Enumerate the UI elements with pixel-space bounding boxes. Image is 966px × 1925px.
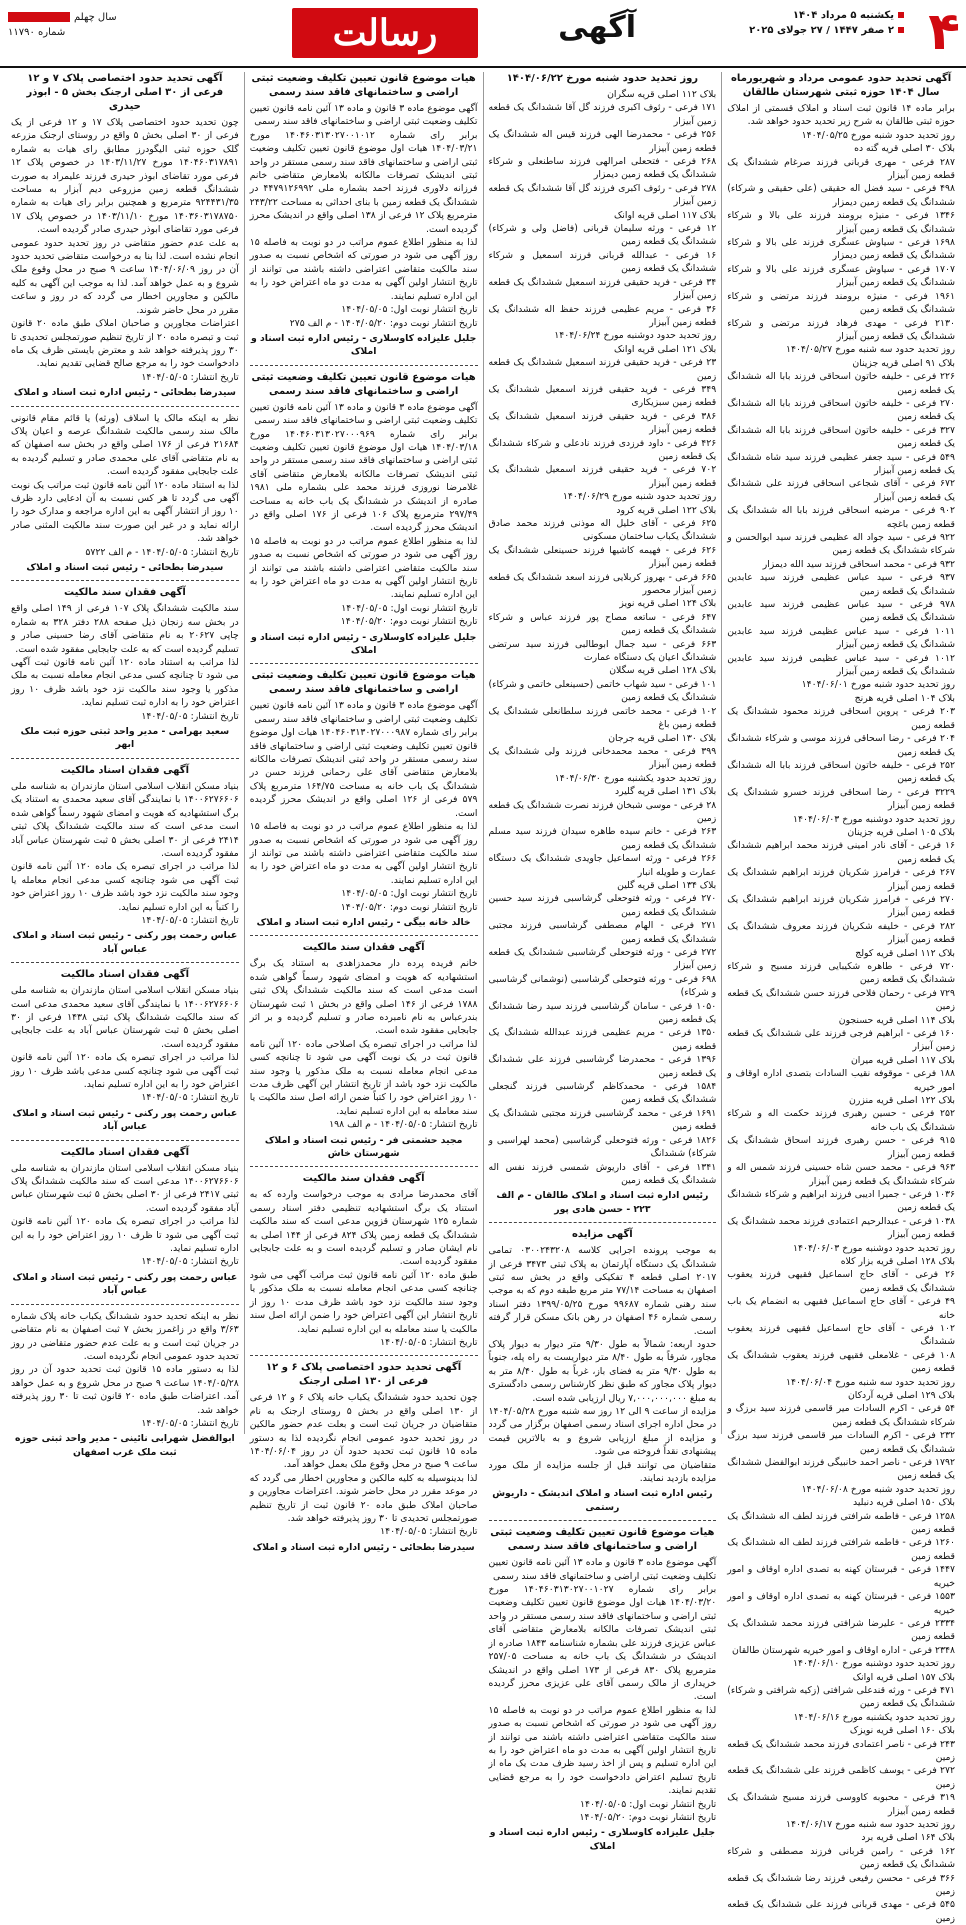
notice-line: تاریخ انتشار نوبت اول: ۱۴۰۴/۰۵/۰۵ bbox=[341, 888, 478, 900]
bullet-icon bbox=[898, 12, 904, 18]
notice-line: ۱۴۴۷ فرعی - قبرستان کهنه به تصدی اداره اوقاف و امور خیریه bbox=[727, 1564, 955, 1589]
notice-line: روز تحدید حدود سه شنبه مورخ ۱۴۰۴/۰۶/۱۷ bbox=[785, 1819, 955, 1830]
notice-line: بلاک ۱۰۴ اصلی قریه هرنج bbox=[854, 692, 955, 704]
notice-line: بلاک ۳۰ اصلی قریه گته ده bbox=[854, 143, 955, 155]
notice-line: اعتراضات مجاورین و صاحبان املاک طبق ماده ۲۰ قانون ثبت و تبصره ماده ۲۰ از تاریخ تنظیم صورتمجلس تحدیدی تا ۳۰ روز پذیرفته خواهد شد و معترض بایستی ظرف یک ماه دادخواست خود را به مرجع صالح قضایی تقدیم نماید. bbox=[11, 318, 239, 370]
notice-line: لذا مراتب در اجرای تبصره یک اصلاحی ماده ۱۲۰ آئین نامه قانون ثبت در یک نوبت آگهی می شود تا چنانچه کسی مدعی انجام معامله نسبت به ملک مذکور یا وجود سند مالکیت نزد خود باشد از تاریخ انتشار این آگهی ظرف مدت ۱۰ روز اعتراض خود را کتباً ضمن ارائه اصل سند مالکیت یا سند معامله به این اداره تسلیم نماید. bbox=[249, 1038, 478, 1117]
notice-line: ۵۴۵ فرعی - مهدی قربانی فرزند علی ششدانگ یک قطعه زمین bbox=[727, 1899, 955, 1924]
legal-notice bbox=[11, 586, 239, 751]
notice-line: بلاک ۱۳۴ اصلی قریه گلین bbox=[617, 879, 717, 891]
notice-line: ۴۲۶ فرعی - داود فرزدی فرزند نادعلی و شرکاء ششدانگ یک قطعه زمین bbox=[488, 437, 717, 462]
notice-signature: جلیل علیزاده کاوسلاری - رئیس اداره ثبت اسناد و املاک bbox=[489, 1827, 716, 1852]
notice-line: ۲۵۲ فرعی - حسین رهبری فرزند حکمت اله و شرکاء ششدانگ یک باب خانه bbox=[727, 1108, 955, 1133]
notice-signature: سعید بهرامی - مدیر واحد ثبتی حوزه ثبت ملک ابهر bbox=[20, 726, 230, 751]
notice-line: لذا مراتب در اجرای تبصره یک ماده ۱۲۰ آئین نامه قانون ثبت آگهی می شود چنانچه کسی مدعی انجام معامله یا وجود سند مالکیت نزد خود باشد ظرف ۱۰ روز اعتراض خود را کتباً به این اداره تسلیم نماید. bbox=[11, 861, 239, 913]
notice-line: ۲۱۳۰ فرعی - مهدی فرهاد فرزند مرتضی و شرکاء ششدانگ یک قطعه زمین آبیزار bbox=[727, 317, 955, 342]
notice-line: ۷۰۲ فرعی - فرید حقیقی فرزند اسمعیل ششدانگ یک قطعه زمین آبیزار bbox=[488, 464, 717, 489]
legal-notice bbox=[489, 1526, 717, 1853]
notice-line: ۱۰۱ فرعی - سید شهاب خاتمی (حسینعلی خاتمی و شرکاء) ششدانگ یک قطعه زمین bbox=[488, 678, 717, 704]
notice-line: ۶۶۳ فرعی - سید جمال ابوطالبی فرزند سید سرتضی ششدانگ اعیان یک دستگاه عمارت bbox=[488, 638, 717, 664]
notice-title: هیات موضوع قانون تعیین تکلیف وضعیت ثبتی اراضی و ساختمانهای فاقد سند رسمی bbox=[490, 1527, 715, 1553]
notice-line: تاریخ انتشار: ۱۴۰۴/۰۵/۰۵ - م الف ۱۹۸ bbox=[329, 1119, 478, 1131]
notice-line: ۲۰۳ فرعی - پروین اسحاقی فرزند محمود ششدانگ یک قطعه زمین bbox=[727, 706, 955, 731]
notice-line: لذا به دستور ماده ۱۵ قانون ثبت تحدید حدود آن در روز ۱۴۰۴/۰۵/۲۸ ساعت ۹ صبح در محل شروع و به عمل خواهد آمد. اعتراضات طبق ماده ۲۰ قانون ثبت تا ۳۰ روز پذیرفته خواهد شد. bbox=[11, 1364, 239, 1416]
notice-line: بلاک ۱۱۷ اصلی قریه اوانک bbox=[613, 209, 717, 221]
notice-line: لذا بدینوسیله به کلیه مالکین و مجاورین اخطار می گردد که در موعد مقرر در محل حاضر شوند. اعتراضات مجاورین و صاحبان املاک طبق ماده ۲۰ قانون ثبت از تاریخ تنظیم صورتمجلس تحدیدی تا ۳۰ روز پذیرفته خواهد شد. bbox=[249, 1472, 478, 1524]
notice-line: ۷۲۰ فرعی - طاهره شکیبایی فرزند مسیح و شرکاء ششدانگ یک قطعه زمین bbox=[727, 961, 955, 986]
notice-line: ۶۹۸ فرعی - ورثه فتوحعلی گرشاسبی (نوشمانی گرشاسبی و شرکاء) bbox=[488, 973, 717, 999]
notice-line: ۱۶۲ فرعی - رامین قربانی فرزند مصطفی و شرکاء ششدانگ یک قطعه زمین bbox=[727, 1845, 955, 1871]
notice-title: آگهی تحدید حدود اختصاصی پلاک ۷ و ۱۲ فرعی از ۳۰ اصلی ارجنک بخش ۵ - ابوذر حیدری bbox=[26, 73, 224, 112]
notice-line: ۱۹۶۱ فرعی - منیژه برومند فرزند مرتضی و شرکاء ششدانگ یک قطعه زمین bbox=[727, 290, 955, 316]
notice-line: به موجب پرونده اجرایی کلاسه ۰۳۰۰۲۴۳۲۰۸ تمامی ششدانگ یک دستگاه آپارتمان به پلاک ثبتی ۳۴۷۳ فرعی از ۲۰۱۷ اصلی قطعه ۴ تفکیکی واقع در بخش سه ثبتی اصفهان به مساحت ۷۷/۱۴ متر مربع طبقه دوم که به موجب سند رهنی شماره ۹۹۶۸۷ مورخ ۱۳۹۹/۰۵/۲۵ دفتر اسناد رسمی شماره ۴۶ اصفهان در رهن بانک مسکن قرار گرفته است. bbox=[488, 1245, 717, 1337]
notice-line: ۱۷۹۲ فرعی - ناصر احمد خانبیگی فرزند ابوالفضل ششدانگ یک قطعه زمین bbox=[727, 1457, 955, 1482]
notice-line: مزایده از ساعت ۹ الی ۱۲ روز سه شنبه مورخ ۱۴۰۴/۰۵/۲۸ در محل اداره اجرای اسناد رسمی اصفهان برگزار می گردد و مزایده از مبلغ ارزیابی شروع و به بالاترین قیمت پیشنهادی نقداً فروخته می شود. bbox=[488, 1406, 717, 1458]
notice-signature: جلیل علیزاده کاوسلاری - رئیس اداره ثبت اسناد و املاک bbox=[250, 631, 477, 657]
legal-notice bbox=[11, 1310, 239, 1459]
notice-line: بنیاد مسکن انقلاب اسلامی استان مازندران به شناسه ملی ۱۴۰۰۶۲۷۶۶۰۶ مدعی است که سند مالکیت ششدانگ پلاک ثبتی ۲۴۱۷ فرعی از ۳۰ اصلی بخش ۵ ثبت شهرستان عباس آباد مفقود گردیده است. bbox=[11, 1162, 239, 1214]
notice-line: بلاک ۱۲۹ اصلی قریه آردکان bbox=[847, 1390, 955, 1401]
notice-line: به علت عدم حضور متقاضی در روز تحدید حدود عمومی انجام نشده است. لذا بنا به درخواست متقاضی تحدید حدود آن در روز ۱۴۰۴/۰۶/۰۹ ساعت ۹ صبح در محل وقوع ملک شروع و به عمل خواهد آمد. لذا به موجب این آگهی به کلیه مالکین و مجاورین اخطار می گردد که در روز و ساعت مقرر در محل حاضر شوند. bbox=[11, 237, 239, 316]
notice-line: ۱۳۴۶ فرعی - منیژه برومند فرزند علی بالا و شرکاء ششدانگ یک قطعه زمین آبیزار bbox=[727, 210, 955, 235]
notice-line: ۲۷۲ فرعی - ورثه فتوحعلی گرشاسبی ششدانگ یک قطعه زمین آبیزار bbox=[488, 947, 717, 972]
notice-line: ۱۳۵۰ فرعی - مریم عظیمی فرزند عبدالله ششدانگ یک قطعه زمین bbox=[488, 1027, 717, 1052]
ad-column bbox=[6, 72, 244, 1458]
notice-line: متقاضیان می توانند قبل از جلسه مزایده از ملک مورد مزایده بازدید نمایند. bbox=[488, 1459, 717, 1485]
notice-line: ۲۶ فرعی - آقای حاج اسماعیل فقیهی فرزند یعقوب ششدانگ یک قطعه زمین bbox=[727, 1269, 955, 1294]
notice-title: روز تحدید حدود شنبه مورخ ۱۴۰۴/۰۶/۲۲ bbox=[506, 73, 699, 84]
notice-line: بنیاد مسکن انقلاب اسلامی استان مازندران به شناسه ملی ۱۴۰۰۶۲۷۶۶۰۶ با نمایندگی آقای سعید محمدی مدعی است که سند مالکیت ششدانگ پلاک ثبتی ۱۴۳۸ فرعی از ۳۰ اصلی بخش ۵ ثبت شهرستان عباس آباد به علت جابجایی مفقود گردیده است. bbox=[11, 985, 239, 1050]
notice-line: ۱۰۲ فرعی - محمد خاتمی فرزند سلطانعلی ششدانگ یک قطعه زمین باغ bbox=[488, 705, 717, 731]
notice-line: تاریخ انتشار نوبت دوم: ۱۴۰۴/۰۵/۲۰ - م الف ۲۷۵ bbox=[289, 317, 478, 329]
notice-line: ۱۶۰ فرعی - ابراهیم فرجی فرزند علی ششدانگ یک قطعه زمین آبیزار bbox=[727, 1028, 955, 1053]
notice-line: ۲۳۴۸ فرعی - اداره اوقاف و امور خیریه شهرستان طالقان bbox=[732, 1644, 955, 1656]
ad-separator bbox=[11, 1140, 239, 1141]
notice-title: آگهی فقدان سند مالکیت bbox=[302, 942, 425, 954]
notice-line: ۳۶ فرعی - مریم عظیمی فرزند حفظ اله ششدانگ یک قطعه زمین آبیزار bbox=[488, 303, 717, 328]
notice-line: بلاک ۱۲۴ اصلی قریه نویز bbox=[619, 598, 717, 610]
notice-line: ۵۴ فرعی - اکرم السادات میر قاسمی فرزند سید برزگ و شرکاء ششدانگ یک قطعه زمین bbox=[727, 1403, 955, 1428]
notice-line: سند مالکیت ششدانگ پلاک ۱۰۷ فرعی از ۱۴۹ اصلی واقع در بخش سه زنجان ذیل صفحه ۲۸۸ دفتر ۳۲۸ به شماره چاپی ۲۰۶۲۷ به نام متقاضی آقای رضا حسینی صادر و تسلیم گردیده است که به علت جابجایی مفقود شده است. bbox=[11, 603, 239, 655]
notice-line: ۱۵۵۳ فرعی - قبرستان کهنه به تصدی اداره اوقاف و امور خیریه bbox=[727, 1591, 955, 1616]
notice-line: ۹۷۸ فرعی - سید عباس عظیمی فرزند سید عابدین ششدانگ یک قطعه زمین bbox=[727, 599, 955, 624]
notice-line: ۱۶۹۸ فرعی - سیاوش عسگری فرزند علی بالا و شرکاء ششدانگ یک قطعه زمین دیمزار bbox=[727, 237, 955, 262]
issue-info bbox=[8, 10, 117, 40]
newspaper-logo: رسالت bbox=[292, 8, 478, 58]
notice-line: روز تحدید حدود سه شنبه مورخ ۱۴۰۴/۰۶/۰۴ bbox=[785, 1376, 955, 1388]
notice-line: ۴۹ فرعی - آقای حاج اسماعیل فقیهی به انضمام یک باب خانه bbox=[727, 1296, 955, 1321]
notice-line: بلاک ۱۵۷ اصلی قریه اوانک bbox=[852, 1671, 955, 1683]
notice-line: روز تحدید حدود دوشنبه مورخ ۱۴۰۴/۰۶/۰۳ bbox=[793, 1242, 955, 1254]
notice-line: ۲۸ فرعی - موسی شبخان فرزند نصرت ششدانگ یک قطعه زمین bbox=[488, 799, 717, 824]
notice-signature: رئیس اداره ثبت اسناد و املاک اندیشک - داریوش رستمی bbox=[492, 1488, 713, 1513]
notice-line: روز تحدید حدود دوشنبه مورخ ۱۴۰۴/۰۶/۲۴ bbox=[554, 330, 717, 342]
notice-line: ۹۰۲ فرعی - مرضیه اسحاقی فرزند بابا اله ششدانگ یک قطعه زمین باغچه bbox=[727, 505, 955, 530]
notice-line: ۳۸۶ فرعی - فرید حقیقی فرزند اسمعیل ششدانگ یک قطعه زمین آبیزار bbox=[488, 410, 717, 436]
notice-title: آگهی فقدان اسناد مالکیت bbox=[60, 1146, 190, 1158]
notice-line: ۶۴۷ فرعی - ساتعه مصاح پور فرزند عباس و شرکاء ششدانگ یک قطعه زمین bbox=[488, 611, 717, 637]
notice-line: ۱۶ فرعی - عبدالله قربانی فرزند اسمعیل و شرکاء ششدانگ یک قطعه زمین bbox=[488, 249, 717, 275]
notice-title: آگهی تحدید حدود اختصاصی پلاک ۶ و ۱۲ فرعی از ۱۳۰ اصلی ارجنک bbox=[266, 1362, 462, 1388]
notice-line: برابر رای شماره ۱۴۰۴۶۰۳۱۳۰۲۷۰۰۱۰۲۷ مورخ ۱۴۰۴/۰۳/۲۰ هیات اول موضوع قانون تعیین تکلیف وضعیت ثبتی اراضی و ساختمانهای فاقد سند رسمی مستقر در واحد ثبتی اندیشک تصرفات مالکانه بلامعارض متقاضی آقای عباس عزیزی فرزند علی بشماره شناسنامه ۱۸۴۳ صادره از اندیشک در ششدانگ یک باب خانه به مساحت ۲۵۷/۰۵ مترمربع پلاک ۸۳۰ فرعی از ۱۷۳ اصلی واقع در اندیشک خریداری از مالک رسمی آقای علی عزیزی محرز گردیده است. bbox=[488, 1584, 717, 1703]
notice-line: روز تحدید حدود سه شنبه مورخ ۱۴۰۴/۰۵/۲۷ bbox=[785, 344, 955, 356]
notice-line: تاریخ انتشار: ۱۴۰۴/۰۵/۰۵ bbox=[141, 1417, 239, 1429]
notice-line: ۶۶۵ فرعی - بهروز کربلایی فرزند اسعد ششدانگ یک قطعه زمین آبیزار محصور bbox=[488, 571, 717, 597]
masthead bbox=[0, 0, 966, 68]
notice-line: برابر رای شماره ۱۴۰۴۶۰۳۱۳۰۲۷۰۰۱۰۱۲ مورخ ۱۴۰۴/۰۳/۲۱ هیات اول موضوع قانون تعیین تکلیف وضعیت ثبتی اراضی و ساختمانهای فاقد سند رسمی مستقر در واحد ثبتی اندیشک تصرفات مالکانه بلامعارض متقاضی خانم فرزانه دلاوری فرزند احمد بشماره ملی ۴۴۷۹۱۲۶۹۹۲ در ششدانگ یک قطعه زمین با بنای احداثی به مساحت ۲۴۳/۲۲ مترمربع پلاک ۱۲ فرعی از ۱۳۸ اصلی واقع در اندیشک محرز گردیده است. bbox=[249, 129, 478, 235]
notice-line: ۲۵۲ فرعی - خلیفه خاتون اسحاقی فرزند بابا اله ششدانگ یک قطعه زمین bbox=[727, 759, 955, 785]
notice-line: لذا مراتب در اجرای تبصره یک ماده ۱۲۰ آئین نامه قانون ثبت آگهی می شود تا ظرف ۱۰ روز اعتراض خود را به این اداره تسلیم نماید. bbox=[11, 1216, 239, 1255]
notice-line: طبق ماده ۱۲۰ آئین نامه قانون ثبت مراتب آگهی می شود چنانچه کسی مدعی انجام معامله نسبت به ملک مذکور یا وجود سند مالکیت نزد خود باشد ظرف مدت ۱۰ روز از تاریخ انتشار این آگهی اعتراض خود را ضمن ارائه اصل سند مالکیت یا سند معامله به این اداره تسلیم نماید. bbox=[249, 1269, 478, 1335]
notice-line: ۱۵۸۴ فرعی - محمدکاظم گرشاسبی فرزند گنجعلی ششدانگ یک قطعه زمین bbox=[488, 1081, 717, 1106]
notice-line: تاریخ انتشار نوبت اول: ۱۴۰۴/۰۵/۰۵ bbox=[580, 1798, 717, 1810]
ad-separator bbox=[11, 1304, 239, 1305]
notice-line: ۹۳۲ فرعی - محمد اسحاقی فرزند سید الله دیمزار bbox=[762, 558, 955, 570]
notice-line: ۳۲۷ فرعی - خلیفه خاتون اسحاقی فرزند بابا اله ششدانگ یک قطعه زمین bbox=[727, 424, 955, 450]
ad-separator bbox=[11, 962, 239, 963]
notice-line: ۹۲۲ فرعی - سید جواد اله عظیمی فرزند سید ابوالحسن و شرکاء ششدانگ یک قطعه زمین bbox=[727, 532, 955, 557]
notice-line: برابر ماده ۱۴ قانون ثبت اسناد و املاک قسمتی از املاک حوزه ثبتی طالقان به شرح زیر تحدید حدود خواهد شد. bbox=[727, 103, 955, 128]
notice-line: ۲۳۲ فرعی - اکرم السادات میر قاسمی فرزند سید برزگ ششدانگ یک قطعه زمین bbox=[727, 1430, 955, 1455]
ad-separator bbox=[11, 758, 239, 759]
ad-separator bbox=[489, 1222, 717, 1223]
notice-line: چون تحدید حدود ششدانگ یکباب خانه پلاک ۶ و ۱۲ فرعی از ۱۳۰ اصلی واقع در بخش ۵ روستای ارجنک به نام متقاضیان در جریان ثبت است و بعلت عدم حضور مالکین در روز تحدید حدود عمومی انجام نگردیده لذا به دستور ماده ۱۵ قانون ثبت تحدید حدود آن در روز ۱۴۰۴/۰۶/۰۴ ساعت ۹ صبح در محل وقوع ملک بعمل خواهد آمد. bbox=[249, 1392, 478, 1471]
notice-line: ۳۹۹ فرعی - محمد محمدخانی فرزند ولی ششدانگ یک قطعه زمین آبیزار bbox=[488, 745, 717, 771]
notice-line: ۲۷۰ فرعی - فرامرز شکریان فرزند ابراهیم ششدانگ یک قطعه زمین آبیزار bbox=[727, 893, 955, 919]
notice-line: ۲۷۰ فرعی - ورثه فتوحعلی گرشاسبی فرزند سید حسین ششدانگ یک قطعه زمین bbox=[488, 893, 717, 918]
notice-signature: سیدرضا بطحائی - رئیس اداره ثبت اسناد و املاک bbox=[252, 1541, 475, 1553]
notice-line: ۴۷۱ فرعی - ورثه قندعلی شرافتی (زکیه شرافتی و شرکاء) ششدانگ یک قطعه زمین bbox=[727, 1684, 955, 1710]
notice-line: نظر به اینکه تحدید حدود ششدانگ یکباب خانه پلاک شماره ۳/۶۳ واقع در زاغمرز بخش ۷ ثبت اصفهان به نام متقاضی در جریان ثبت است و به علت عدم حضور متقاضی در روز تحدید حدود عمومی انجام نگردیده است. bbox=[11, 1310, 239, 1362]
notice-line: تاریخ انتشار: ۱۴۰۴/۰۵/۰۵ bbox=[141, 371, 239, 383]
notice-line: نظر به اینکه مالک یا اسلاف (ورثه) یا قائم مقام قانونی مالک سند رسمی مالکیت ششدانگ عرصه و اعیان پلاک ۲۱۶۸۴ فرعی از ۱۷۶ اصلی واقع در بخش سه اصفهان که به نام متقاضی آقای علی محمدی صادر و تسلیم گردیده به علت جابجایی مفقود گردیده است. bbox=[11, 412, 239, 478]
notice-line: ۲۷۱ فرعی - الهام مصطفی گرشاسبی فرزند مجتبی ششدانگ یک قطعه زمین bbox=[488, 920, 717, 945]
legal-notice bbox=[11, 72, 239, 400]
date-block bbox=[749, 8, 904, 38]
notice-line: آگهی موضوع ماده ۳ قانون و ماده ۱۳ آئین نامه قانون تعیین تکلیف وضعیت ثبتی اراضی و ساختمانهای فاقد سند رسمی bbox=[249, 700, 478, 725]
notice-line: ۱۰۵۰ فرعی - سامان گرشاسبی فرزند سید رضا ششدانگ یک قطعه زمین bbox=[488, 1000, 717, 1026]
notice-line: بلاک ۱۱۲ اصلی قریه سگران bbox=[607, 89, 717, 100]
legal-notice bbox=[11, 968, 239, 1133]
legal-notice bbox=[250, 1361, 478, 1554]
notice-signature: رئیس اداره ثبت اسناد و املاک طالقان - م الف ۲۲۳ - حسن هادی پور bbox=[496, 1190, 709, 1215]
notice-line: خانم فریده پرده دار محمدزاهدی به استناد یک برگ استشهادیه که هویت و امضای شهود رسماً گواهی شده است مدعی است که سند مالکیت ششدانگ پلاک ثبتی ۱۷۸۸ فرعی از ۱۴۶ اصلی واقع در بخش ۱ ثبت شهرستان بندرعباس به نام نامبرده صادر و تسلیم گردیده و بر اثر جابجایی مفقود شده است. bbox=[249, 958, 478, 1037]
notice-line: روز تحدید حدود شنبه مورخ ۱۴۰۴/۰۶/۰۸ bbox=[801, 1483, 955, 1495]
notice-line: ۲۶۳ فرعی - خانم سیده طاهره سیدان فرزند سید مسلم ششدانگ یک قطعه زمین bbox=[488, 826, 717, 851]
notice-line: بلاک ۹۱ اصلی قریه جزینان bbox=[852, 357, 955, 369]
notice-title: آگهی تحدید حدود عمومی مرداد و شهریورماه سال ۱۴۰۴ حوزه ثبتی شهرستان طالقان bbox=[731, 73, 952, 98]
notice-line: تاریخ انتشار: ۱۴۰۴/۰۵/۰۵ bbox=[141, 710, 239, 722]
notice-line: بلاک ۱۳۱ اصلی قریه گلیرد bbox=[614, 786, 717, 798]
notice-line: ۱۸۸ فرعی - موقوفه نقیب السادات بتصدی اداره اوقاف و امور خیریه bbox=[727, 1068, 955, 1093]
legal-notice bbox=[250, 941, 478, 1160]
notice-line: تاریخ انتشار نوبت اول: ۱۴۰۴/۰۵/۰۵ bbox=[341, 304, 478, 316]
legal-notice bbox=[489, 1228, 717, 1514]
legal-notice bbox=[489, 72, 717, 1216]
notice-signature: عباس رحمت پور رکنی - رئیس ثبت اسناد و املاک عباس آباد bbox=[12, 1107, 238, 1133]
notice-line: برابر رای شماره ۱۴۰۴۶۰۳۱۳۰۲۷۰۰۰۹۶۹ مورخ ۱۴۰۴/۰۳/۱۸ هیات اول موضوع قانون تعیین تکلیف وضعیت ثبتی اراضی و ساختمانهای فاقد سند رسمی مستقر در واحد ثبتی اندیشک تصرفات مالکانه بلامعارض متقاضی آقای غلامرضا نوروزی فرزند محمد علی بشماره ملی ۱۹۸۱ صادره از اندیشک در ششدانگ یک باب خانه به مساحت ۲۹۷/۴۹ مترمربع پلاک ۱۰۶ فرعی از ۱۷۶ اصلی واقع در اندیشک محرز گردیده است. bbox=[249, 428, 478, 534]
ad-separator bbox=[250, 365, 478, 366]
notice-line: ۲۲۶ فرعی - خلیفه خاتون اسحاقی فرزند بابا اله ششدانگ یک قطعه زمین bbox=[727, 371, 955, 396]
notice-line: ۲۸۷ فرعی - مهری قربانی فرزند صرغام ششدانگ یک قطعه زمین آبیزار bbox=[727, 156, 955, 182]
notice-line: لذا مراتب به استناد ماده ۱۲۰ آئین نامه قانون ثبت آگهی می شود تا چنانچه کسی مدعی انجام معامله نسبت به ملک مذکور یا وجود سند مالکیت نزد خود باشد ظرف ۱۰ روز اعتراض خود را به اداره ثبت تسلیم نماید. bbox=[11, 657, 239, 709]
notice-title: هیات موضوع قانون تعیین تکلیف وضعیت ثبتی اراضی و ساختمانهای فاقد سند رسمی bbox=[251, 670, 476, 696]
notice-signature: جلیل علیزاده کاوسلاری - رئیس اداره ثبت اسناد و املاک bbox=[250, 332, 477, 358]
ad-separator bbox=[250, 1166, 478, 1167]
notice-line: ۳۴ فرعی - فرید حقیقی فرزند اسمعیل ششدانگ یک قطعه زمین آبیزار bbox=[488, 276, 717, 302]
date-line-2: ۲ صفر ۱۴۴۷ / ۲۷ جولای ۲۰۲۵ bbox=[749, 25, 894, 36]
notice-line: روز تحدید حدود دوشنبه مورخ ۱۴۰۴/۰۶/۰۳ bbox=[793, 813, 955, 825]
bullet-icon bbox=[898, 27, 904, 33]
notice-line: بلاک ۱۲۲ اصلی قریه کرود bbox=[616, 504, 717, 516]
notice-line: ۱۲۵۸ فرعی - فاطمه شرافتی فرزند لطف اله ششدانگ یک قطعه زمین bbox=[727, 1510, 955, 1536]
notice-line: ۱۸۲۶ فرعی - ورثه فتوحعلی گرشاسبی (محمد لهراسبی و شرکاء) ششدانگ bbox=[488, 1134, 717, 1160]
notice-title: آگهی فقدان اسناد مالکیت bbox=[60, 969, 190, 981]
notice-signature: عباس رحمت پور رکنی - رئیس ثبت اسناد و املاک عباس آباد bbox=[12, 930, 238, 955]
notice-line: روز تحدید حدود شنبه مورخ ۱۴۰۴/۰۶/۲۹ bbox=[562, 491, 717, 503]
notice-line: چون تحدید حدود اختصاصی پلاک ۱۷ و ۱۲ فرعی از یک فرعی از ۳۰ اصلی بخش ۵ واقع در روستای ارجنک مزرعه گلک حوزه ثبتی الیگودرز مطابق رای هیات به شماره ۱۴۰۴۶۰۳۱۷۸۹۱ مورخ ۱۴۰۳/۱۱/۲۷ در خصوص پلاک ۱۲ فرعی مورد تقاضای ابوذر حیدری فرزند علیمراد به صورت ششدانگ قطعه زمین مزروعی دیم آبزار به مساحت ۹۲۴۴۳۱/۳۵ مترمربع و همچنین برابر رای هیات به شماره ۱۴۰۳۶۰۳۱۷۸۷۵۰ مورخ ۱۴۰۳/۱۱/۱۰ در خصوص پلاک ۱۷ فرعی مورد تقاضای ابوذر حیدری صادر گردیده است. bbox=[11, 117, 239, 236]
notice-line: لذا مراتب در اجرای تبصره یک ماده ۱۲۰ آئین نامه قانون ثبت آگهی می شود چنانچه کسی مدعی باشد ظرف ۱۰ روز اعتراض خود را به این اداره تسلیم نماید. bbox=[11, 1052, 239, 1090]
notice-line: بلاک ۱۰۵ اصلی قریه جزینان bbox=[847, 826, 955, 838]
legal-notice bbox=[250, 669, 478, 929]
notice-line: روز تحدید حدود یکشنبه مورخ ۱۴۰۴/۰۶/۱۶ bbox=[793, 1711, 955, 1723]
notice-line: بلاک ۱۶۴ اصلی قریه برد bbox=[861, 1832, 955, 1844]
notice-line: بلاک ۱۲۲ اصلی قریه منزرن bbox=[849, 1095, 955, 1107]
notice-line: لذا به منظور اطلاع عموم مراتب در دو نوبت به فاصله ۱۵ روز آگهی می شود در صورتی که اشخاص نسبت به صدور سند مالکیت متقاضی اعتراضی داشته باشند می توانند از تاریخ انتشار اولین آگهی به مدت دو ماه اعتراض خود را به این اداره تسلیم نمایند. bbox=[249, 821, 478, 886]
notice-line: ۴۹۸ فرعی - سید فضل اله حقیقی (علی حقیقی و شرکاء) ششدانگ یک قطعه زمین دیمزار bbox=[727, 183, 955, 208]
notice-signature: خالد خانه بیگی - رئیس اداره ثبت اسناد و املاک bbox=[256, 916, 471, 928]
notice-line: ۳۴۹ فرعی - فرید حقیقی فرزند اسمعیل ششدانگ یک قطعه زمین سبزیکاری bbox=[488, 383, 717, 409]
notice-line: ۲۳ فرعی - فرید حقیقی فرزند اسمعیل ششدانگ یک قطعه زمین bbox=[488, 357, 717, 382]
notice-title: هیات موضوع قانون تعیین تکلیف وضعیت ثبتی اراضی و ساختمانهای فاقد سند رسمی bbox=[251, 371, 476, 397]
ad-column bbox=[483, 72, 722, 1852]
notice-line: ۲۴۳ فرعی - ناصر اعتمادی فرزند محمد ششدانگ یک قطعه زمین bbox=[727, 1738, 955, 1763]
brand-ribbon-icon bbox=[8, 12, 70, 22]
notice-line: بلاک ۱۲۱ اصلی قریه اوانک bbox=[613, 343, 717, 355]
ad-separator bbox=[11, 580, 239, 581]
notice-title: آگهی فقدان سند مالکیت bbox=[63, 587, 186, 599]
notice-signature: سیدرضا بطحائی - رئیس ثبت اسناد و املاک bbox=[26, 562, 224, 573]
notice-signature: عباس رحمت پور رکنی - رئیس ثبت اسناد و املاک عباس آباد bbox=[12, 1271, 238, 1297]
notice-line: ۱۷۰۷ فرعی - سیاوش عسگری فرزند علی بالا و شرکاء ششدانگ یک قطعه زمین آبیزار bbox=[727, 263, 955, 289]
notice-line: ۱۶ فرعی - آقای نادر امینی فرزند محمد ابراهیم ششدانگ یک قطعه زمین bbox=[727, 840, 955, 865]
notice-line: روز تحدید حدود یکشنبه مورخ ۱۴۰۴/۰۶/۳۰ bbox=[554, 772, 717, 784]
notice-line: ۳۲۲۹ فرعی - رضا اسحاقی فرزند خسرو ششدانگ یک قطعه زمین آبیزار bbox=[727, 786, 955, 812]
notice-line: بلاک ۱۲۸ اصلی قریه بزار کلاه bbox=[840, 1255, 955, 1267]
notice-line: آگهی موضوع ماده ۳ قانون و ماده ۱۳ آئین نامه قانون تعیین تکلیف وضعیت ثبتی اراضی و ساختمانهای فاقد سند رسمی bbox=[249, 103, 478, 128]
notice-line: تاریخ انتشار: ۱۴۰۴/۰۵/۰۵ bbox=[141, 914, 239, 926]
notice-line: تاریخ انتشار نوبت دوم: ۱۴۰۴/۰۵/۲۰ bbox=[579, 1811, 717, 1823]
notice-line: تاریخ انتشار: ۱۴۰۴/۰۵/۰۵ bbox=[141, 1092, 239, 1104]
notice-line: ۲۷۲ فرعی - یوسف کاظمی فرزند علی ششدانگ یک قطعه زمین bbox=[727, 1765, 955, 1790]
notice-line: ۲۶۸ فرعی - فتحعلی امرالهی فرزند ساطنعلی و شرکاء ششدانگ یک قطعه زمین دیمزار bbox=[488, 156, 717, 181]
legal-notice bbox=[250, 371, 478, 658]
legal-notice bbox=[250, 1172, 478, 1349]
section-title: آگهی bbox=[558, 10, 636, 45]
notice-line: حدود اربعه: شمالاً به طول ۹/۳۰ متر دیوار به دیوار پلاک مجاور، شرقاً به طول ۸/۴۰ متر دیواریست به راه پله، جنوباً به طول ۹/۳۰ متر به فضای باز، غرباً به طول ۸/۴۰ متر به دیوار پلاک مجاور که طبق نظر کارشناس رسمی دادگستری به مبلغ ۷,۰۰۰,۰۰۰,۰۰۰ ریال ارزیابی شده است. bbox=[488, 1338, 717, 1404]
notice-line: ۳۶۶ فرعی - محسن رفیعی فرزند رضا ششدانگ یک قطعه زمین bbox=[727, 1872, 955, 1898]
notice-line: ۹۱۵ فرعی - حسن رهبری فرزند اسحاق ششدانگ یک قطعه زمین آبیزار bbox=[727, 1135, 955, 1160]
notice-line: آقای محمدرضا مرادی به موجب درخواست وارده که به استناد یک برگ استشهادیه تنظیمی دفتر اسناد رسمی شماره ۱۲۵ شهرستان قزوین مدعی است که سند مالکیت ششدانگ یک قطعه زمین پلاک ۸۲۴ فرعی از ۱۴۴ اصلی به نام ایشان صادر و تسلیم گردیده است و به علت جابجایی مفقود گردیده است. bbox=[249, 1189, 478, 1268]
legal-notice bbox=[11, 764, 239, 956]
notice-line: ۱۰۱۱ فرعی - سید عباس عظیمی فرزند سید عابدین ششدانگ یک قطعه زمین آبیزار bbox=[727, 625, 955, 651]
notice-line: بلاک ۱۶۰ اصلی قریه نویزک bbox=[849, 1725, 955, 1737]
ad-column bbox=[721, 72, 960, 1924]
notice-line: ۲۶۶ فرعی - ورثه اسماعیل جاویدی ششدانگ یک دستگاه عمارت و طویله انبار bbox=[488, 853, 717, 878]
year-label: سال چهلم bbox=[74, 12, 117, 23]
notice-line: بلاک ۱۱۴ اصلی قریه حسنجون bbox=[838, 1014, 955, 1026]
notice-line: ۹۳۷ فرعی - سید عباس عظیمی فرزند سید عابدین ششدانگ یک قطعه زمین bbox=[727, 572, 955, 597]
notice-line: تاریخ انتشار نوبت دوم: ۱۴۰۴/۰۵/۲۰ bbox=[340, 901, 478, 913]
notice-line: ۶۲۵ فرعی - آقای خلیل اله موذنی فرزند محمد صادق ششدانگ یکباب ساختمان مسکونی bbox=[488, 518, 717, 543]
legal-notice bbox=[11, 1146, 239, 1298]
notice-title: آگهی مزایده bbox=[572, 1229, 633, 1241]
ad-columns bbox=[6, 72, 960, 1924]
notice-line: ۲۸۲ فرعی - خلیفه شکریان فرزند معروف ششدانگ یک قطعه زمین آبیزار bbox=[727, 920, 955, 946]
notice-line: ۱۳۹۶ فرعی - محمدرضا گرشاسبی فرزند علی ششدانگ یک قطعه زمین bbox=[488, 1054, 717, 1079]
notice-line: ۱۲ فرعی - ورثه سلیمان قربانی (فاضل ولی و شرکاء) ششدانگ یک قطعه زمین bbox=[488, 223, 717, 248]
notice-line: ۱۰۳۶ فرعی - جمیرا ادیبی فرزند ابراهیم و شرکاء ششدانگ یک قطعه زمین bbox=[727, 1188, 955, 1214]
notice-line: ۶۷۲ فرعی - آقای شجاعی اسحاقی فرزند علی ششدانگ یک قطعه زمین آبیزار bbox=[727, 478, 955, 503]
date-line-1: یکشنبه ۵ مرداد ۱۴۰۴ bbox=[792, 10, 894, 21]
notice-line: ۲۳۳۴ فرعی - علیرضا شرافتی فرزند محمد ششدانگ یک قطعه زمین bbox=[727, 1617, 955, 1643]
ad-separator bbox=[250, 663, 478, 664]
notice-line: ۶۲۶ فرعی - فهیمه کاشیها فرزند حسینعلی ششدانگ یک قطعه زمین آبیزار bbox=[488, 544, 717, 570]
notice-line: روز تحدید حدود دوشنبه مورخ ۱۴۰۴/۰۶/۱۰ bbox=[793, 1658, 955, 1670]
notice-line: بلاک ۱۵۰ اصلی قریه دنبلید bbox=[852, 1497, 955, 1509]
notice-line: بلاک ۱۱۷ اصلی قریه میران bbox=[850, 1054, 955, 1066]
notice-line: بنیاد مسکن انقلاب اسلامی استان مازندران به شناسه ملی ۱۴۰۰۶۲۷۶۶۰۶ با نمایندگی آقای سعید محمدی به استناد یک برگ استشهادیه که هویت و امضای شهود رسماً گواهی شده است مدعی است که سند مالکیت ششدانگ پلاک ثبتی ۲۴۱۴ فرعی از ۳۰ اصلی بخش ۵ ثبت شهرستان عباس آباد مفقود گردیده است. bbox=[11, 780, 239, 859]
notice-signature: مجید حشمتی فر - رئیس ثبت اسناد و املاک شهرستان خاش bbox=[264, 1134, 463, 1160]
issue-number: شماره ۱۱۷۹۰ bbox=[8, 27, 66, 38]
ad-separator bbox=[250, 1355, 478, 1356]
notice-line: آگهی موضوع ماده ۳ قانون و ماده ۱۳ آئین نامه قانون تعیین تکلیف وضعیت ثبتی اراضی و ساختمانهای فاقد سند رسمی bbox=[488, 1557, 717, 1582]
legal-notice bbox=[11, 412, 239, 575]
notice-line: ۱۰۲ فرعی - آقای حاج اسماعیل فقیهی فرزند یعقوب ششدانگ bbox=[727, 1322, 955, 1348]
ad-separator bbox=[250, 935, 478, 936]
notice-line: ۲۷۰ فرعی - خلیفه خاتون اسحاقی فرزند بابا اله ششدانگ یک قطعه زمین bbox=[727, 397, 955, 423]
notice-line: لذا به منظور اطلاع عموم مراتب در دو نوبت به فاصله ۱۵ روز آگهی می شود در صورتی که اشخاص نسبت به صدور سند مالکیت متقاضی اعتراضی داشته باشند می توانند از تاریخ انتشار اولین آگهی به مدت دو ماه اعتراض خود را به این اداره تسلیم نمایند. bbox=[249, 535, 478, 601]
notice-line: آگهی موضوع ماده ۳ قانون و ماده ۱۳ آئین نامه قانون تعیین تکلیف وضعیت ثبتی اراضی و ساختمانهای فاقد سند رسمی bbox=[249, 401, 478, 427]
notice-title: آگهی فقدان سند مالکیت bbox=[302, 1173, 425, 1185]
legal-notice bbox=[727, 72, 955, 1925]
notice-line: ۲۷۸ فرعی - رئوف اکبری فرزند گل آقا ششدانگ یک قطعه زمین آبیزار bbox=[488, 182, 717, 208]
ad-separator bbox=[489, 1520, 717, 1521]
notice-line: لذا به استناد ماده ۱۲۰ آئین نامه قانون ثبت مراتب یک نوبت آگهی می گردد تا هر کس نسبت به آن ادعایی دارد ظرف ۱۰ روز از انتشار آگهی به این اداره مراجعه و مدارک خود را ارائه نماید و در غیر این صورت سند مالکیت المثنی صادر خواهد شد. bbox=[11, 479, 239, 545]
notice-line: لذا به منظور اطلاع عموم مراتب در دو نوبت به فاصله ۱۵ روز آگهی می شود در صورتی که اشخاص نسبت به صدور سند مالکیت متقاضی اعتراضی داشته باشند می توانند از تاریخ انتشار اولین آگهی به مدت دو ماه اعتراض خود را به این اداره تسلیم و پس از اخذ رسید ظرف مدت یک ماه از تاریخ تسلیم اعتراض دادخواست خود را به مرجع قضایی تقدیم نمایند. bbox=[488, 1704, 717, 1797]
notice-title: هیات موضوع قانون تعیین تکلیف وضعیت ثبتی اراضی و ساختمانهای فاقد سند رسمی bbox=[251, 73, 476, 98]
notice-line: ۷۲۹ فرعی - رحمان فلاحی فرزند حسن ششدانگ یک قطعه زمین bbox=[727, 987, 955, 1013]
notice-line: ۳۱۹ فرعی - محبوبه کاووسی فرزند مسیح ششدانگ یک قطعه زمین آبیزار bbox=[727, 1792, 955, 1817]
notice-line: ۲۵۶ فرعی - محمدرضا الهی فرزند قیس اله ششدانگ یک قطعه زمین آبیزار bbox=[488, 129, 717, 154]
notice-line: بلاک ۱۱۲ اصلی قریه کولج bbox=[855, 947, 955, 959]
notice-line: ۲۶۷ فرعی - فرامرز شکریان فرزند ابراهیم ششدانگ یک قطعه زمین آبیزار bbox=[727, 867, 955, 892]
notice-line: تاریخ انتشار نوبت دوم: ۱۴۰۴/۰۵/۲۰ bbox=[340, 616, 478, 628]
notice-line: بلاک ۱۳۰ اصلی قریه جرجان bbox=[608, 732, 717, 744]
ad-column bbox=[244, 72, 483, 1553]
notice-line: ۱۷۱ فرعی - رئوف اکبری فرزند گل آقا ششدانگ یک قطعه زمین آبیزار bbox=[488, 102, 717, 127]
notice-line: روز تحدید حدود شنبه مورخ ۱۴۰۴/۰۶/۰۱ bbox=[801, 679, 955, 691]
notice-line: ۱۶۹۱ فرعی - محمد گرشاسبی فرزند مجتبی ششدانگ یک قطعه زمین bbox=[488, 1107, 717, 1133]
notice-line: تاریخ انتشار: ۱۴۰۴/۰۵/۰۵ bbox=[380, 1336, 478, 1348]
notice-line: تاریخ انتشار: ۱۴۰۴/۰۵/۰۵ bbox=[380, 1526, 478, 1538]
legal-notice bbox=[250, 72, 478, 359]
notice-signature: سیدرضا بطحائی - رئیس اداره ثبت اسناد و املاک bbox=[13, 387, 236, 399]
notice-line: ۱۰۸ فرعی - غلامعلی فقیهی فرزند یعقوب ششدانگ یک قطعه زمین bbox=[727, 1349, 955, 1375]
notice-line: ۱۰۱۲ فرعی - سید عباس عظیمی فرزند سید عابدین ششدانگ یک قطعه زمین آبیزار bbox=[727, 652, 955, 678]
notice-line: ۱۰۳۸ فرعی - عبدالرحیم اعتمادی فرزند محمد ششدانگ یک قطعه زمین آبیزار bbox=[727, 1215, 955, 1241]
notice-line: روز تحدید حدود شنبه مورخ ۱۴۰۴/۰۵/۲۵ bbox=[801, 129, 955, 141]
notice-line: ۱۳۴۱ فرعی - آقای داریوش شمسی فرزند نفس اله ششدانگ یک قطعه زمین bbox=[488, 1161, 717, 1186]
notice-line: ۲۰۴ فرعی - رضا اسحاقی فرزند موسی و شرکاء ششدانگ یک قطعه زمین bbox=[727, 733, 955, 758]
notice-line: تاریخ انتشار: ۱۴۰۴/۰۵/۰۵ bbox=[141, 1256, 239, 1268]
notice-line: بلاک ۱۲۸ اصلی قریه سگلان bbox=[609, 665, 717, 677]
notice-title: آگهی فقدان اسناد مالکیت bbox=[60, 764, 190, 776]
notice-line: تاریخ انتشار نوبت اول: ۱۴۰۴/۰۵/۰۵ bbox=[341, 602, 478, 614]
notice-line: برابر رای شماره ۱۴۰۴۶۰۳۱۳۰۲۷۰۰۰۹۸۷ هیات اول موضوع قانون تعیین تکلیف وضعیت ثبتی اراضی و ساختمانهای فاقد سند رسمی مستقر در واحد ثبتی اندیشک تصرفات مالکانه بلامعارض متقاضی آقای علی رحمانی فرزند حسن در ششدانگ یک باب خانه به مساحت ۱۶۴/۷۵ مترمربع پلاک ۵۷۹ فرعی از ۱۲۶ اصلی واقع در اندیشک محرز گردیده است. bbox=[249, 727, 478, 819]
ad-separator bbox=[11, 406, 239, 407]
notice-line: ۵۴۹ فرعی - سید جعفر عظیمی فرزند سید شاه ششدانگ یک قطعه زمین آبیزار bbox=[727, 451, 955, 476]
page-number: ۴ bbox=[928, 2, 960, 62]
notice-line: ۹۶۳ فرعی - محمد حسن شاه حسینی فرزند شمس اله و شرکاء ششدانگ یک قطعه زمین آبیزار bbox=[727, 1162, 955, 1187]
notice-line: لذا به منظور اطلاع عموم مراتب در دو نوبت به فاصله ۱۵ روز آگهی می شود در صورتی که اشخاص نسبت به صدور سند مالکیت متقاضی اعتراضی داشته باشند می توانند از تاریخ انتشار اولین آگهی به مدت دو ماه اعتراض خود را به این اداره تسلیم نمایند. bbox=[249, 237, 478, 302]
notice-line: ۱۲۶۰ فرعی - فاطمه شرافتی فرزند لطف اله ششدانگ یک قطعه زمین bbox=[727, 1537, 955, 1562]
notice-signature: ابوالفضل شهرابی نائینی - مدیر واحد ثبتی حوزه ثبت ملک غرب اصفهان bbox=[14, 1433, 235, 1458]
notice-line: تاریخ انتشار: ۱۴۰۴/۰۵/۰۵ - م الف ۵۷۲۲ bbox=[85, 546, 239, 558]
